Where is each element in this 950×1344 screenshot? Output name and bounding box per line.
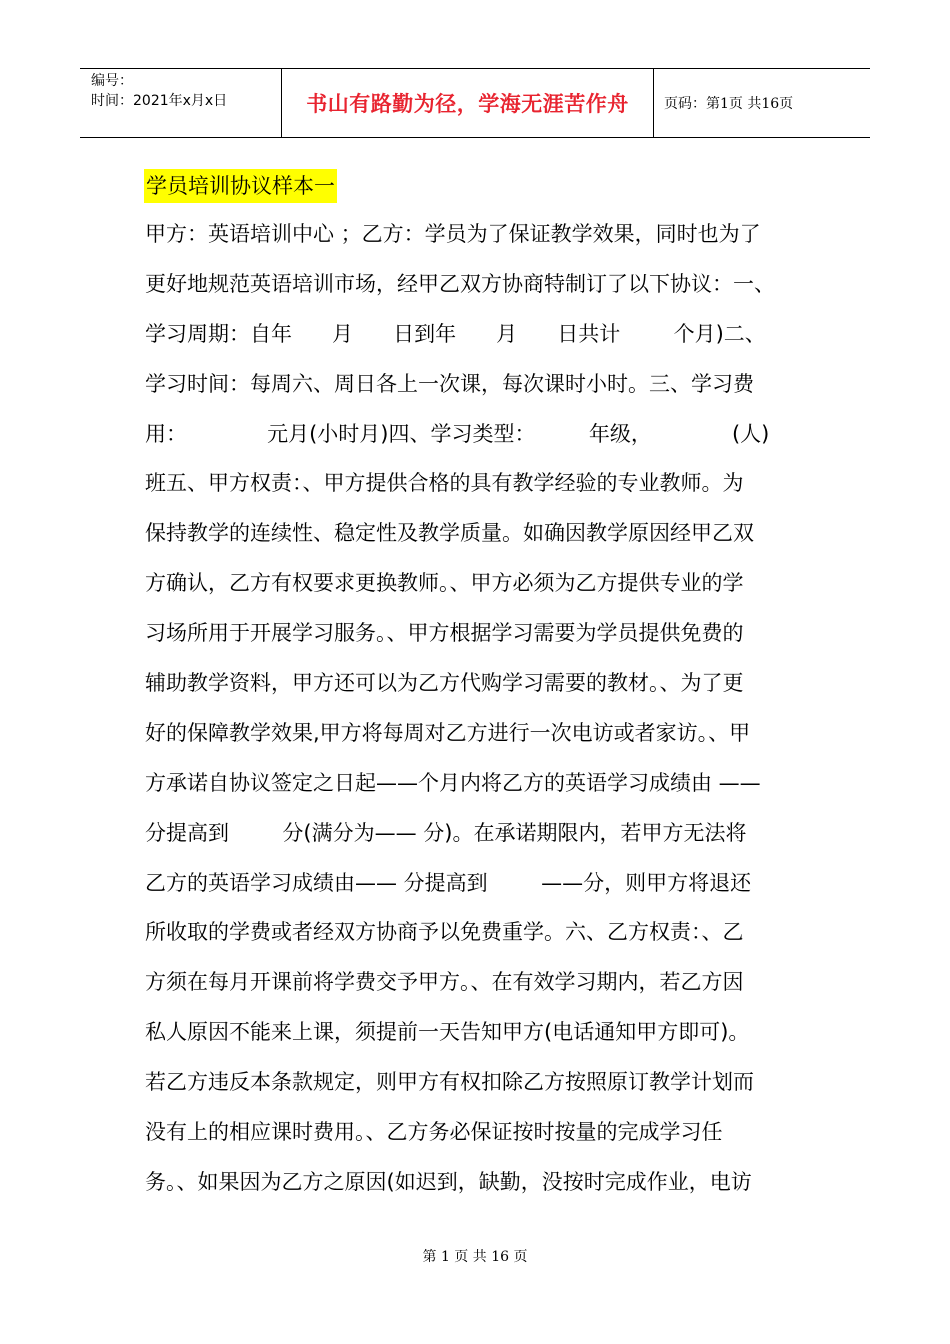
document-date-label: 时间：2021年x月x日 <box>91 93 228 109</box>
body-line: 私人原因不能来上课，须提前一天告知甲方(电话通知甲方即可)。 <box>145 1020 750 1045</box>
body-line: 方确认，乙方有权要求更换教师。、甲方必须为乙方提供专业的学 <box>145 571 744 596</box>
body-line: 习场所用于开展学习服务。、甲方根据学习需要为学员提供免费的 <box>145 621 744 646</box>
body-line: 没有上的相应课时费用。、乙方务必保证按时按量的完成学习任 <box>145 1120 723 1145</box>
page-footer: 第 1 页 共 16 页 <box>422 1249 528 1265</box>
body-line: 方须在每月开课前将学费交予甲方。、在有效学习期内，若乙方因 <box>145 970 744 995</box>
document-title: 学员培训协议样本一 <box>144 169 337 203</box>
body-line: 班五、甲方权责：、甲方提供合格的具有教学经验的专业教师。为 <box>145 471 744 496</box>
header-meta <box>80 69 282 137</box>
body-line: 甲方：英语培训中心 ；乙方：学员为了保证教学效果，同时也为了 <box>145 222 761 246</box>
body-line: 保持教学的连续性、稳定性及教学质量。如确因教学原因经甲乙双 <box>145 521 754 546</box>
body-line: 所收取的学费或者经双方协商予以免费重学。六、乙方权责：、乙 <box>145 920 744 945</box>
document-number-label: 编号： <box>91 73 133 89</box>
body-line: 好的保障教学效果,甲方将每周对乙方进行一次电访或者家访。、甲 <box>145 720 751 745</box>
body-line: 方承诺自协议签定之日起——个月内将乙方的英语学习成绩由 —— <box>145 770 761 795</box>
body-line: 若乙方违反本条款规定，则甲方有权扣除乙方按照原订教学计划而 <box>145 1070 754 1095</box>
body-line: 乙方的英语学习成绩由—— 分提高到 ——分，则甲方将退还 <box>145 870 752 895</box>
body-line: 务。、如果因为乙方之原因(如迟到，缺勤，没按时完成作业，电访 <box>145 1169 752 1194</box>
body-line: 更好地规范英语培训市场，经甲乙双方协商特制订了以下协议：一、 <box>145 271 775 296</box>
body-line: 学习周期：自年 月 日到年 月 日共计 个月)二、 <box>145 321 766 346</box>
page-header <box>80 68 870 138</box>
body-line: 分提高到 分(满分为—— 分)。在承诺期限内，若甲方无法将 <box>145 820 747 845</box>
body-line: 用： 元月(小时月)四、学习类型： 年级， (人) <box>145 421 770 446</box>
document-body <box>145 210 825 1208</box>
header-page-info: 页码：第1页 共16页 <box>664 96 794 112</box>
body-line: 辅助教学资料，甲方还可以为乙方代购学习需要的教材。、为了更 <box>145 671 744 696</box>
header-motto: 书山有路勤为径，学海无涯苦作舟 <box>282 69 654 137</box>
body-line: 学习时间：每周六、周日各上一次课，每次课时小时。三、学习费 <box>145 371 754 396</box>
